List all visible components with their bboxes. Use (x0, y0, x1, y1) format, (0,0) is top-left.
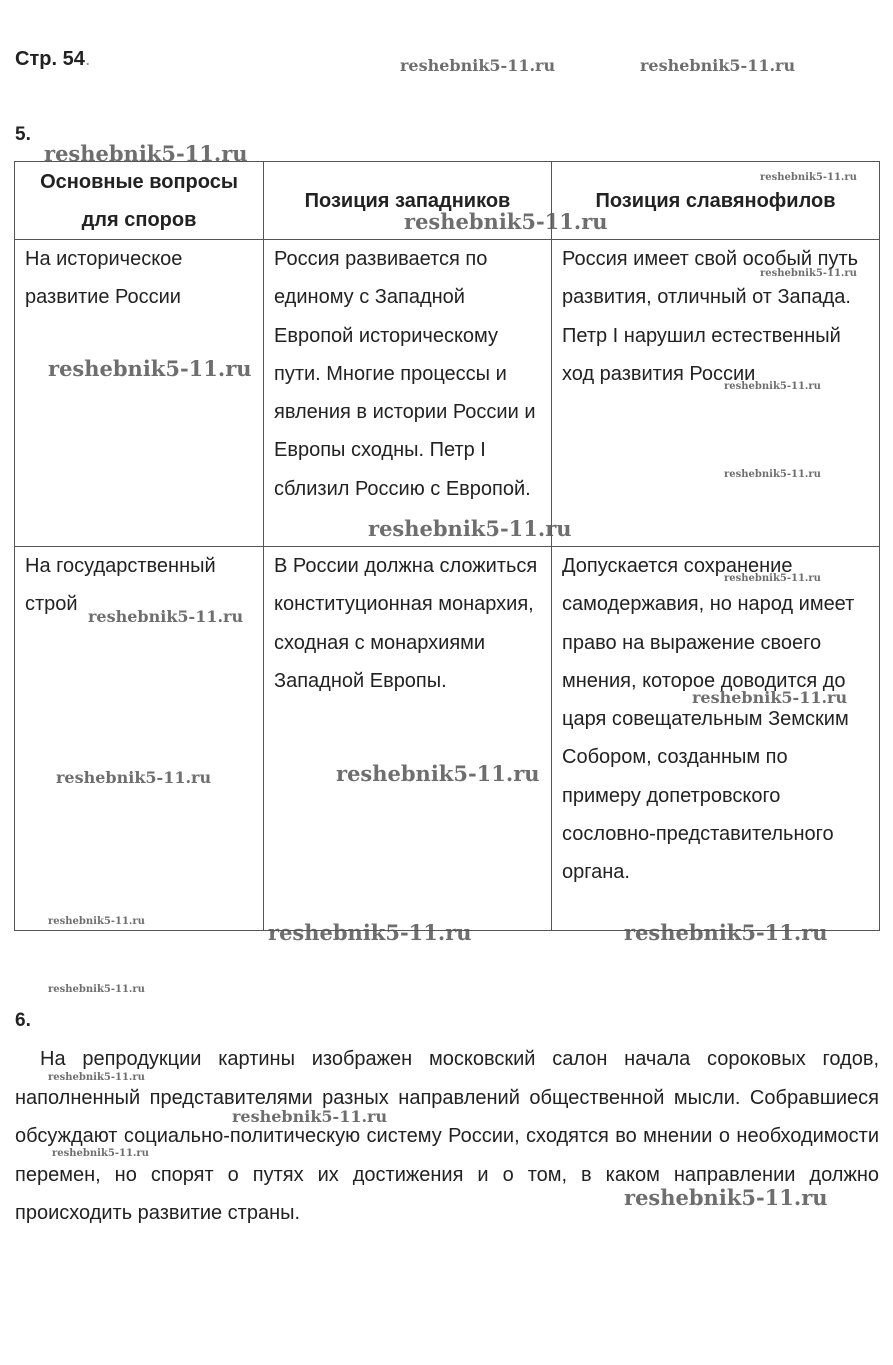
table-row (15, 240, 880, 547)
watermark: reshebnik5-11.ru (232, 1107, 388, 1126)
header-slavophiles: Позиция славянофилов (552, 162, 880, 240)
task-5-number: 5. (15, 124, 31, 145)
row-slavophiles: Допускается сохранение самодержавия, но народ имеет право на выражение своего мнения, которое доводится до царя совещательным Земским Собором, созданным по примеру допетровского сословно-представительного органа. (552, 547, 880, 931)
watermark: reshebnik5-11.ru (44, 141, 248, 166)
watermark: reshebnik5-11.ru (48, 356, 252, 381)
watermark: reshebnik5-11.ru (760, 172, 857, 183)
row-question: На государственный строй (15, 547, 264, 931)
watermark: reshebnik5-11.ru (52, 1148, 149, 1159)
watermark: reshebnik5-11.ru (48, 916, 145, 927)
watermark: reshebnik5-11.ru (404, 209, 608, 234)
watermark: reshebnik5-11.ru (624, 1185, 828, 1210)
watermark: reshebnik5-11.ru (48, 1072, 145, 1083)
watermark: reshebnik5-11.ru (268, 920, 472, 945)
watermark: reshebnik5-11.ru (368, 516, 572, 541)
watermark: reshebnik5-11.ru (400, 56, 556, 75)
table-row (15, 547, 880, 931)
task-6-number: 6. (15, 1010, 31, 1031)
row-question: На историческое развитие России (15, 240, 264, 547)
watermark: reshebnik5-11.ru (640, 56, 796, 75)
watermark: reshebnik5-11.ru (624, 920, 828, 945)
row-slavophiles: Россия имеет свой особый путь развития, отличный от Запада. Петр I нарушил естественный ход развития России (552, 240, 880, 547)
header-questions: Основные вопросы для споров (15, 162, 264, 240)
watermark: reshebnik5-11.ru (724, 573, 821, 584)
watermark: reshebnik5-11.ru (336, 761, 540, 786)
task-6-text: На репродукции картины изображен московский салон начала сороковых годов, наполненный представителями разных направлений общественной мысли. Собравшиеся обсуждают социально-политическую систему России, сходятся во мнении о необходимости перемен, но спорят о путях их достижения и о том, в каком направлении должно происходить развитие страны. (15, 1048, 879, 1225)
header-westerners: Позиция западников (264, 162, 552, 240)
page-number: Стр. 54. (15, 48, 91, 70)
row-westerners: В России должна сложиться конституционная монархия, сходная с монархиями Западной Европы. (264, 547, 552, 931)
watermark: reshebnik5-11.ru (760, 268, 857, 279)
watermark: reshebnik5-11.ru (88, 607, 244, 626)
row-westerners: Россия развивается по единому с Западной Европой историческому пути. Многие процессы и явления в истории России и Европы сходны. Петр I сблизил Россию с Европой. (264, 240, 552, 547)
watermark: reshebnik5-11.ru (724, 469, 821, 480)
watermark: reshebnik5-11.ru (724, 381, 821, 392)
watermark: reshebnik5-11.ru (56, 768, 212, 787)
watermark: reshebnik5-11.ru (48, 984, 145, 995)
comparison-table (14, 161, 880, 931)
watermark: reshebnik5-11.ru (692, 688, 848, 707)
